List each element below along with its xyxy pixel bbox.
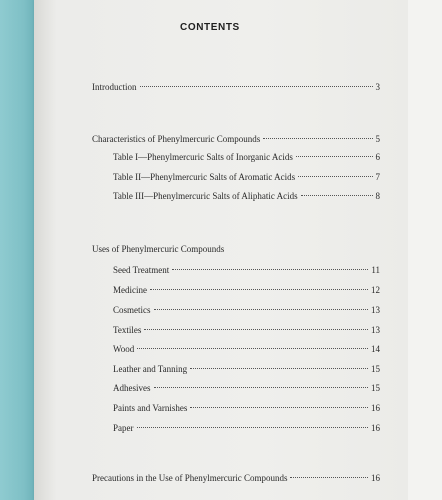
dot-leader bbox=[290, 477, 368, 478]
toc-entry-seed-treatment bbox=[113, 263, 380, 277]
toc-page-number: 11 bbox=[371, 265, 380, 275]
dot-leader bbox=[140, 86, 373, 87]
toc-entry-cosmetics bbox=[113, 303, 380, 317]
toc-page-number: 7 bbox=[375, 172, 380, 182]
dot-leader bbox=[263, 138, 372, 139]
toc-entry-label: Wood bbox=[113, 344, 135, 354]
toc-entry-label: Textiles bbox=[113, 325, 142, 335]
toc-page-number: 13 bbox=[371, 305, 380, 315]
toc-entry-medicine bbox=[113, 283, 380, 297]
cover-edge bbox=[0, 0, 34, 500]
toc-page-number: 13 bbox=[371, 325, 380, 335]
dot-leader bbox=[144, 329, 368, 330]
page-title: CONTENTS bbox=[180, 22, 240, 33]
toc-entry-label: Uses of Phenylmercuric Compounds bbox=[92, 244, 225, 254]
toc-page-number: 14 bbox=[371, 344, 380, 354]
toc-entry-label: Paper bbox=[113, 423, 134, 433]
toc-entry-introduction bbox=[92, 80, 380, 94]
toc-entry-label: Characteristics of Phenylmercuric Compounds bbox=[92, 134, 261, 144]
toc-page-number: 15 bbox=[371, 364, 380, 374]
toc-entry-table-1 bbox=[113, 150, 380, 164]
dot-leader bbox=[154, 309, 369, 310]
toc-page-number: 16 bbox=[371, 473, 380, 483]
toc-section-uses bbox=[92, 242, 380, 256]
toc-entry-table-3 bbox=[113, 189, 380, 203]
toc-entry-label: Table I—Phenylmercuric Salts of Inorganic Acids bbox=[113, 152, 293, 162]
dot-leader bbox=[301, 195, 373, 196]
toc-page-number: 16 bbox=[371, 423, 380, 433]
dot-leader bbox=[190, 407, 368, 408]
dot-leader bbox=[172, 269, 368, 270]
toc-entry-textiles bbox=[113, 323, 380, 337]
toc-entry-label: Adhesives bbox=[113, 383, 151, 393]
toc-page-number: 8 bbox=[375, 191, 380, 201]
toc-entry-leather-tanning bbox=[113, 362, 380, 376]
toc-entry-paints-varnishes bbox=[113, 401, 380, 415]
toc-page-number: 5 bbox=[375, 134, 380, 144]
toc-entry-label: Leather and Tanning bbox=[113, 364, 188, 374]
dot-leader bbox=[190, 368, 368, 369]
toc-entry-label: Cosmetics bbox=[113, 305, 151, 315]
toc-entry-wood bbox=[113, 342, 380, 356]
dot-leader bbox=[137, 427, 369, 428]
dot-leader bbox=[296, 156, 373, 157]
toc-entry-label: Precautions in the Use of Phenylmercuric Compounds bbox=[92, 473, 288, 483]
dot-leader bbox=[298, 176, 372, 177]
dot-leader bbox=[154, 387, 369, 388]
toc-entry-precautions bbox=[92, 471, 380, 485]
dot-leader bbox=[137, 348, 368, 349]
toc-entry-label: Seed Treatment bbox=[113, 265, 170, 275]
toc-entry-paper bbox=[113, 421, 380, 435]
toc-entry-label: Paints and Varnishes bbox=[113, 403, 188, 413]
toc-page-number: 6 bbox=[375, 152, 380, 162]
toc-entry-label: Introduction bbox=[92, 82, 137, 92]
toc-entry-label: Table III—Phenylmercuric Salts of Aliphatic Acids bbox=[113, 191, 298, 201]
toc-entry-label: Medicine bbox=[113, 285, 147, 295]
toc-page-number: 12 bbox=[371, 285, 380, 295]
toc-page-number: 16 bbox=[371, 403, 380, 413]
toc-entry-label: Table II—Phenylmercuric Salts of Aromatic Acids bbox=[113, 172, 296, 182]
background bbox=[408, 0, 442, 500]
toc-entry-adhesives bbox=[113, 381, 380, 395]
toc-page-number: 3 bbox=[375, 82, 380, 92]
dot-leader bbox=[150, 289, 368, 290]
toc-page-number: 15 bbox=[371, 383, 380, 393]
toc-entry-characteristics bbox=[92, 132, 380, 146]
toc-entry-table-2 bbox=[113, 170, 380, 184]
